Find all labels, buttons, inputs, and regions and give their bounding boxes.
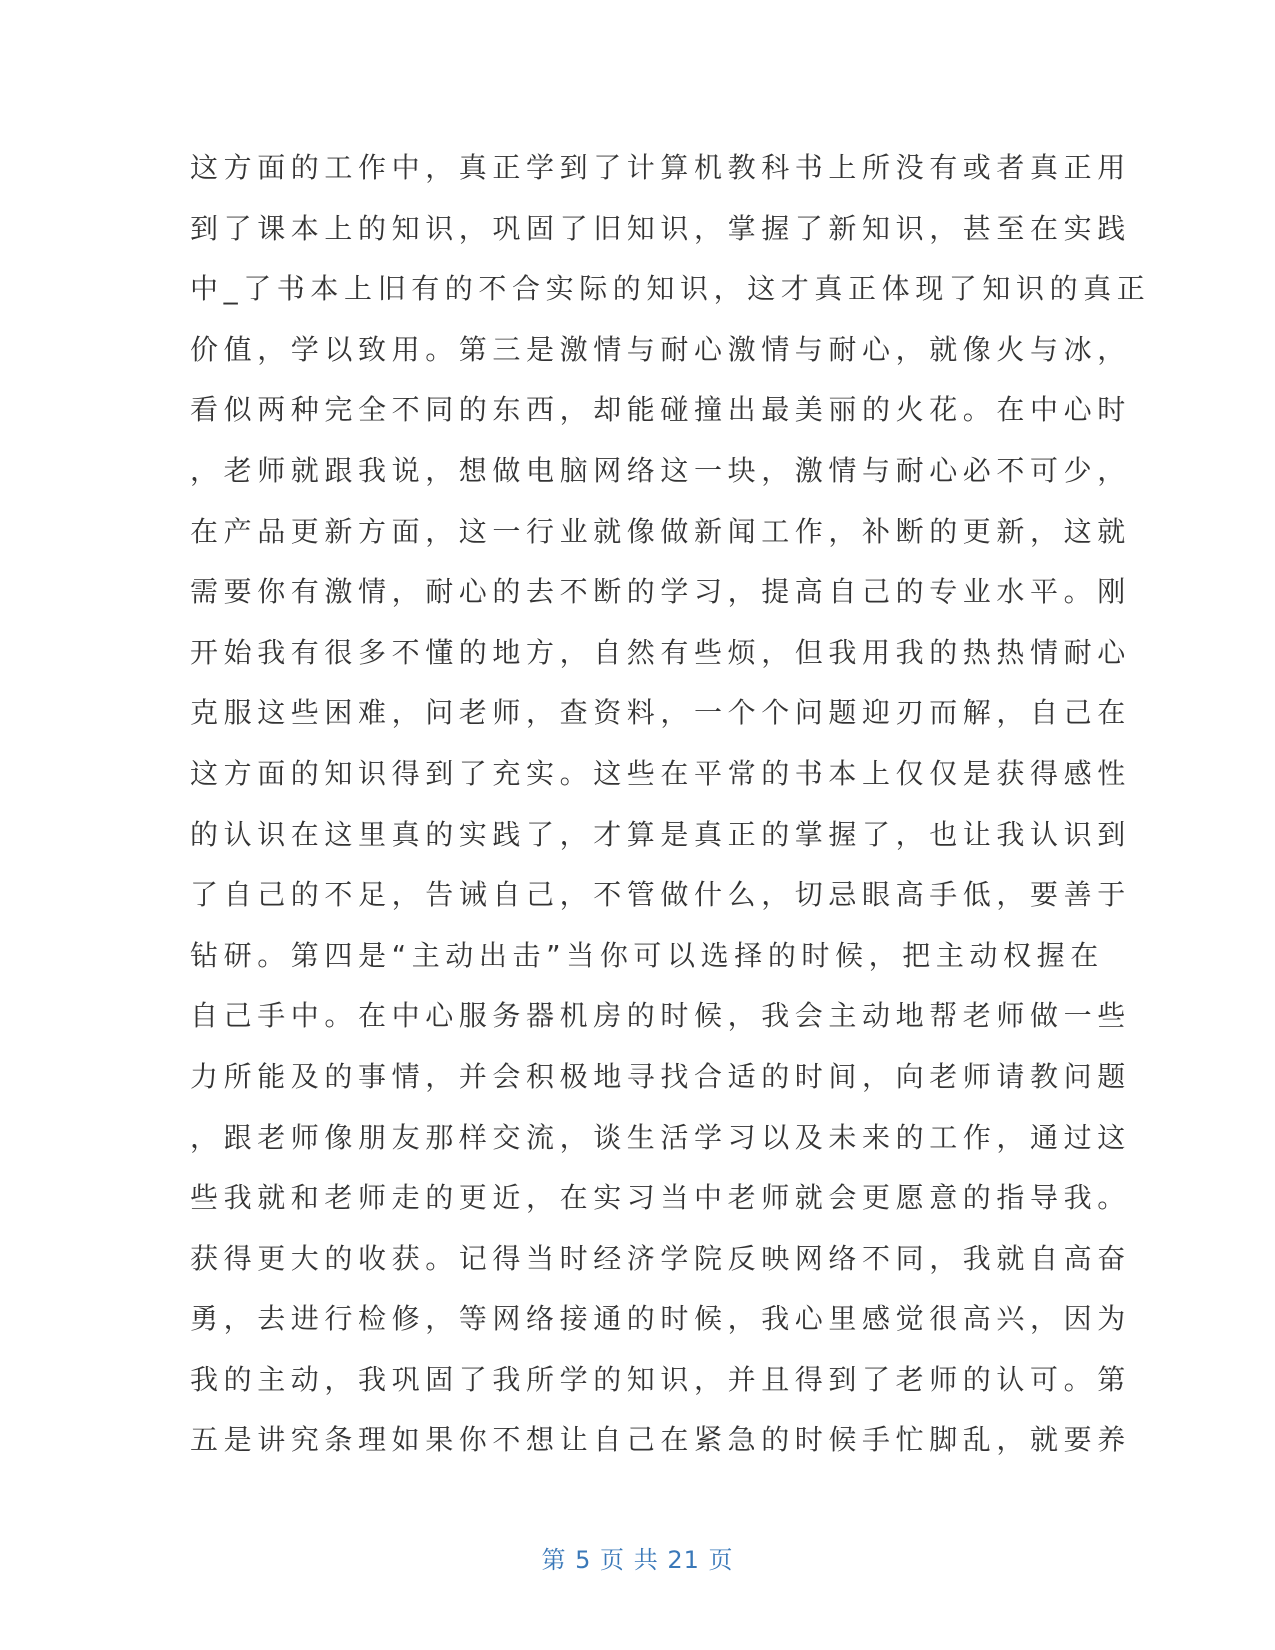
text-line: 力所能及的事情，并会积极地寻找合适的时间，向老师请教问题 — [190, 1059, 1131, 1093]
current-page-number: 5 — [575, 1546, 592, 1574]
text-line: 些我就和老师走的更近，在实习当中老师就会更愿意的指导我。 — [190, 1181, 1131, 1215]
footer-label-total-unit: 页 — [708, 1546, 734, 1574]
text-line: 我的主动，我巩固了我所学的知识，并且得到了老师的认可。第 — [190, 1362, 1131, 1396]
text-line: 这方面的知识得到了充实。这些在平常的书本上仅仅是获得感性 — [190, 756, 1131, 790]
footer-label-total: 共 — [633, 1546, 659, 1574]
text-line: 价值，学以致用。第三是激情与耐心激情与耐心，就像火与冰， — [190, 332, 1131, 366]
footer-label-page-unit: 页 — [600, 1546, 626, 1574]
text-line: 开始我有很多不懂的地方，自然有些烦，但我用我的热热情耐心 — [190, 635, 1131, 669]
text-line: 了自己的不足，告诫自己，不管做什么，切忌眼高手低，要善于 — [190, 878, 1131, 912]
text-line: ，跟老师像朋友那样交流，谈生活学习以及未来的工作，通过这 — [190, 1120, 1131, 1154]
text-line: 的认识在这里真的实践了，才算是真正的掌握了，也让我认识到 — [190, 817, 1131, 851]
text-line: ，老师就跟我说，想做电脑网络这一块，激情与耐心必不可少， — [190, 453, 1131, 487]
text-line: 看似两种完全不同的东西，却能碰撞出最美丽的火花。在中心时 — [190, 393, 1131, 427]
text-line: 到了课本上的知识，巩固了旧知识，掌握了新知识，甚至在实践 — [190, 211, 1131, 245]
total-pages-number: 21 — [667, 1546, 700, 1574]
text-line: 勇，去进行检修，等网络接通的时候，我心里感觉很高兴，因为 — [190, 1302, 1131, 1336]
footer-label-page: 第 — [541, 1546, 567, 1574]
text-line: 这方面的工作中，真正学到了计算机教科书上所没有或者真正用 — [190, 151, 1131, 184]
text-line: 自己手中。在中心服务器机房的时候，我会主动地帮老师做一些 — [190, 999, 1131, 1033]
text-line: 获得更大的收获。记得当时经济学院反映网络不同，我就自高奋 — [190, 1241, 1131, 1275]
text-line: 在产品更新方面，这一行业就像做新闻工作，补断的更新，这就 — [190, 514, 1131, 548]
text-line: 中_了书本上旧有的不合实际的知识，这才真正体现了知识的真正 — [190, 272, 1151, 306]
text-line: 钻研。第四是“主动出击”当你可以选择的时候，把主动权握在 — [190, 938, 1104, 972]
text-line: 五是讲究条理如果你不想让自己在紧急的时候手忙脚乱，就要养 — [190, 1423, 1131, 1457]
page-footer — [0, 1540, 1275, 1575]
text-line: 克服这些困难，问老师，查资料，一个个问题迎刃而解，自己在 — [190, 696, 1131, 730]
body-text — [190, 138, 1151, 1471]
text-line: 需要你有激情，耐心的去不断的学习，提高自己的专业水平。刚 — [190, 575, 1131, 609]
